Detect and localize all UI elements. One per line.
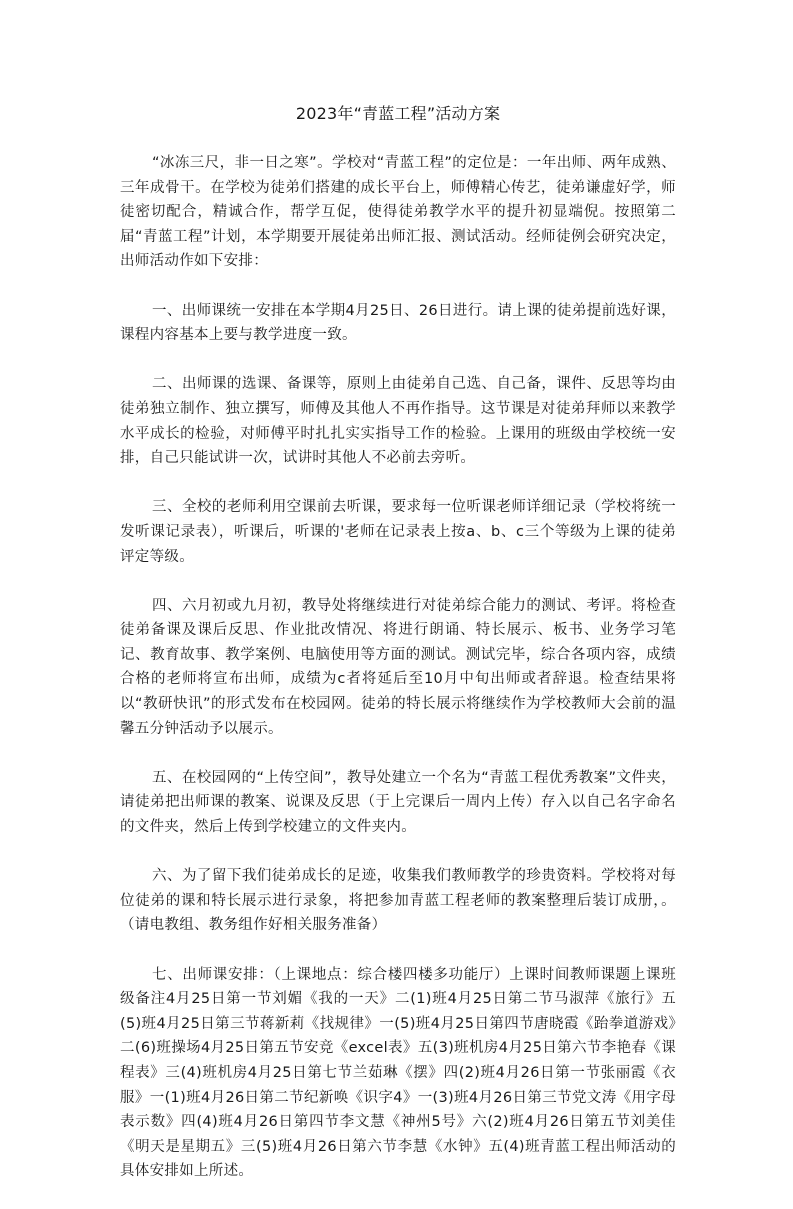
paragraph-item-1: 一、出师课统一安排在本学期4月25日、26日进行。请上课的徒弟提前选好课，课程内容基本上要与教学进度一致。 — [120, 302, 676, 344]
paragraph-item-7: 七、出师课安排：（上课地点：综合楼四楼多功能厅）上课时间教师课题上课班级备注4月25日第一节刘媚《我的一天》二(1)班4月25日第二节马淑萍《旅行》五(5)班4月25日第三节蒋新莉《找规律》一(5)班4月25日第四节唐晓霞《跆拳道游戏》二(6)班操场4月25日第五节安竞《excel表》五(3)班机房4月25日第六节李艳春《课程表》三(4)班机房4月25日第七节兰茹琳《摆》四(2)班4月26日第一节张丽霞《衣服》一(1)班4月26日第二节纪新唤《识字4》一(3)班4月26日第三节党文涛《用字母表示数》四(4)班4月26日第四节李文慧《神州5号》六(2)班4月26日第五节刘美佳《明天是星期五》三(5)班4月26日第六节李慧《水钟》五(4)班青蓝工程出师活动的具体安排如上所述。 — [120, 966, 676, 1180]
paragraph-item-2: 二、出师课的选课、备课等，原则上由徒弟自己选、自己备，课件、反思等均由徒弟独立制作、独立撰写，师傅及其他人不再作指导。这节课是对徒弟拜师以来教学水平成长的检验，对师傅平时扎扎实实指导工作的检验。上课用的班级由学校统一安排，自己只能试讲一次，试讲时其他人不必前去旁听。 — [120, 376, 676, 467]
paragraph-item-5: 五、在校园网的“上传空间”，教导处建立一个名为“青蓝工程优秀教案”文件夹，请徒弟把出师课的教案、说课及反思（于上完课后一周内上传）存入以自己名字命名的文件夹，然后上传到学校建立的文件夹内。 — [120, 769, 676, 836]
paragraph-item-6: 六、为了留下我们徒弟成长的足迹，收集我们教师教学的珍贵资料。学校将对每位徒弟的课和特长展示进行录象，将把参加青蓝工程老师的教案整理后装订成册，。（请电教组、教务组作好相关服务准备） — [120, 868, 676, 934]
paragraph-item-3: 三、全校的老师利用空课前去听课，要求每一位听课老师详细记录（学校将统一发听课记录表），听课后，听课的'老师在记录表上按a、b、c三个等级为上课的徒弟评定等级。 — [120, 499, 676, 565]
paragraph-item-4: 四、六月初或九月初，教导处将继续进行对徒弟综合能力的测试、考评。将检查徒弟备课及课后反思、作业批改情况、将进行朗诵、特长展示、板书、业务学习笔记、教育故事、教学案例、电脑使用等方面的测试。测试完毕，综合各项内容，成绩合格的老师将宣布出师，成绩为c者将延后至10月中旬出师或者辞退。检查结果将以“教研快讯”的形式发布在校园网。徒弟的特长展示将继续作为学校教师大会前的温馨五分钟活动予以展示。 — [120, 597, 676, 737]
paragraph-intro: “冰冻三尺，非一日之寒”。学校对“青蓝工程”的定位是：一年出师、两年成熟、三年成骨干。在学校为徒弟们搭建的成长平台上，师傅精心传艺，徒弟谦虚好学，师徒密切配合，精诚合作，帮学互促，使得徒弟教学水平的提升初显端倪。按照第二届“青蓝工程”计划，本学期要开展徒弟出师汇报、测试活动。经师徒例会研究决定，出师活动作如下安排： — [120, 155, 676, 270]
document-page — [120, 102, 676, 1209]
document-title: 2023年“青蓝工程”活动方案 — [295, 104, 501, 123]
